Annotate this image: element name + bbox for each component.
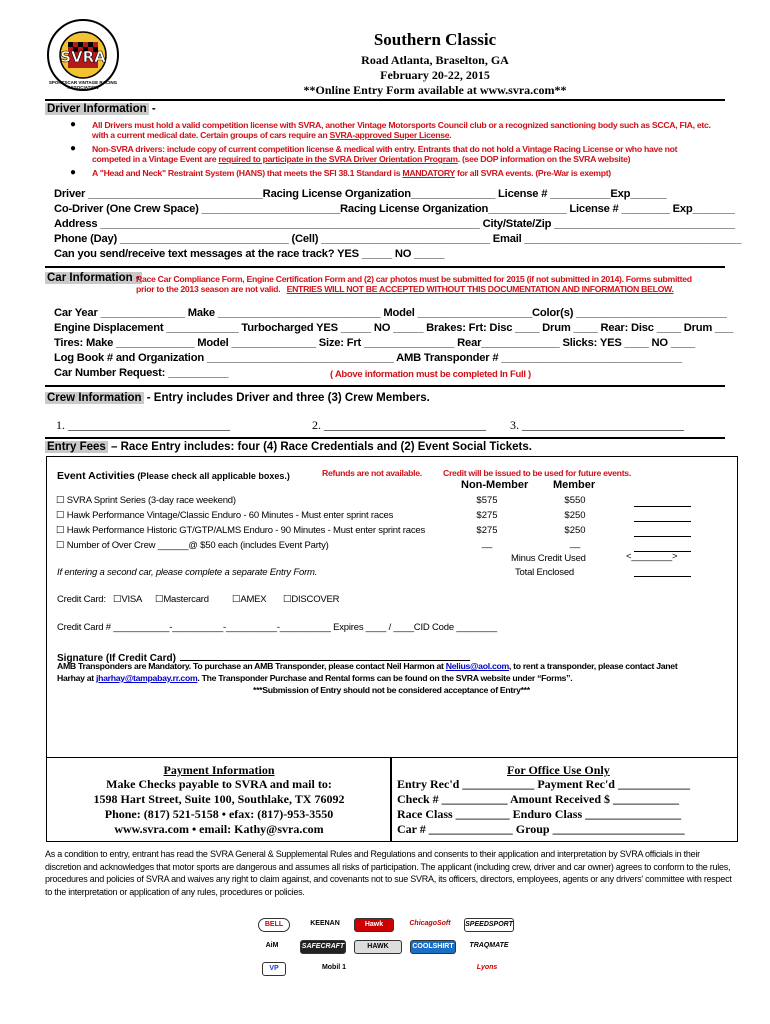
price-nonmember: $575 — [476, 495, 498, 506]
car-info-heading: Car Information - — [47, 272, 140, 284]
seal-ring-text: SPORTSCAR VINTAGE RACING ASSOCIATION — [48, 80, 118, 90]
sponsor-logo: ChicagoSoft — [409, 920, 451, 927]
codriver-field-row[interactable]: Co-Driver (One Crew Space) _______________________Racing License Organization_____________ License # ________ Exp_______ — [54, 203, 735, 215]
driver-info-heading: Driver Information - — [47, 103, 156, 115]
seal-center-text: SVRA — [60, 48, 106, 66]
submission-note: ***Submission of Entry should not be considered acceptance of Entry*** — [253, 685, 530, 695]
sponsor-logo: KEENAN — [310, 920, 340, 927]
crew-slot-2[interactable]: 2. ___________________________ — [312, 418, 486, 432]
price-nonmember: __ — [481, 538, 493, 549]
payment-phone: Phone: (817) 521-5158 • efax: (817)-953-3550 — [104, 807, 334, 821]
sponsor-logo: AiM — [265, 942, 279, 949]
tires-row[interactable]: Tires: Make _____________ Model ______________ Size: Frt _______________ Rear_____________ Slicks: YES ____ NO ____ — [54, 337, 695, 349]
crew-slot-1[interactable]: 1. ___________________________ — [56, 418, 230, 432]
crew-slot-3[interactable]: 3. ___________________________ — [510, 418, 684, 432]
svra-seal — [46, 18, 120, 92]
amb-note-1: AMB Transponders are Mandatory. To purchase an AMB Transponder, please contact Neil Harmon at Nelius@aol.com, to rent a transponder, please contact Janet — [57, 661, 678, 671]
payment-address: 1598 Hart Street, Suite 100, Southlake, TX 76092 — [93, 792, 345, 806]
col-nonmember: Non-Member — [461, 479, 529, 491]
total-enclosed-field[interactable] — [634, 566, 691, 577]
bullet-3: A "Head and Neck" Restraint System (HANS) that meets the SFI 38.1 Standard is MANDATORY for all SVRA events. (Pre-War is exempt) — [92, 168, 611, 178]
credit-card-number-row[interactable]: Credit Card # ___________-__________-__________-__________ Expires ____ / ____CID Code ________ — [57, 622, 498, 633]
event-dates: February 20-22, 2015 — [380, 68, 490, 82]
sponsor-logo: HAWK — [354, 940, 402, 954]
signature-row[interactable]: Signature (If Credit Card) — [57, 648, 470, 666]
event-title: Southern Classic — [373, 30, 497, 49]
card-mastercard-checkbox[interactable]: ☐Mastercard — [155, 594, 209, 605]
credit-card-label: Credit Card: — [57, 594, 106, 605]
disclaimer: As a condition to entry, entrant has read the SVRA General & Supplemental Rules and Regulations and consents to their application and interpretation by SVRA officials in their discretion and acknowledges that motor sports are dangerous and assumes all risks of participation. The applicant (including crew, driver and car owner) agrees to conform to the rules, procedures and policies of SVRA and waives any right to claim against, and covenants not to sue SVRA, its officers, directors, employees, agents or any drivers' committee with respect to the interpretation or application of any rules, procedures or policies. — [45, 849, 732, 897]
online-entry-note: **Online Entry Form available at www.svra.com** — [303, 83, 567, 97]
event-row-over-crew[interactable]: ☐ Number of Over Crew ______@ $50 each (includes Event Party) — [56, 540, 329, 551]
amount-blank[interactable] — [634, 496, 691, 507]
price-member: __ — [569, 538, 581, 549]
entry-fees-heading: Entry Fees – Race Entry includes: four (4) Race Credentials and (2) Event Social Tickets. — [47, 441, 532, 453]
office-title: For Office Use Only — [507, 763, 610, 777]
engine-row[interactable]: Engine Displacement ____________ Turbocharged YES _____ NO _____ Brakes: Frt: Disc ____ Drum ____ Rear: Disc ____ Drum ___ — [54, 322, 734, 334]
sponsor-logo: BELL — [258, 918, 290, 932]
price-member: $250 — [564, 510, 586, 521]
payment-line-1: Make Checks payable to SVRA and mail to: — [106, 777, 332, 791]
price-nonmember: $275 — [476, 525, 498, 536]
credit-note: Credit will be issued to be used for future events. — [443, 468, 631, 478]
phone-field-row[interactable]: Phone (Day) ____________________________ (Cell) ____________________________ Email ____________________________________ — [54, 233, 742, 245]
sponsor-logo: Lyons — [476, 964, 498, 971]
bullet-icon: ● — [70, 143, 77, 154]
amb-note-2: Harhay at jharhay@tampabay.rr.com. The Transponder Purchase and Rental forms can be found on the SVRA website under “Forms”. — [57, 673, 573, 683]
sponsor-logo: TRAQMATE — [469, 942, 509, 949]
bullet-2: Non-SVRA drivers: include copy of current competition license & medical with entry. Entrants that do not hold a Vintage Racing License or who have not competed in a Vintage Event are required to participate in the SVRA Driver Orientation Program. (see DOP information on the SVRA website) — [92, 144, 678, 164]
car-number-row[interactable]: Car Number Request: __________ — [54, 367, 229, 379]
sponsor-logo: SPEEDSPORT — [464, 918, 514, 932]
amount-blank[interactable] — [634, 526, 691, 537]
driver-field-row[interactable]: Driver _____________________________Racing License Organization______________ License # __________Exp______ — [54, 188, 667, 200]
card-discover-checkbox[interactable]: ☐DISCOVER — [283, 594, 340, 605]
sponsor-logo: VP — [262, 962, 286, 976]
sponsor-logo: COOLSHIRT — [410, 940, 456, 954]
office-row-3: Race Class _________ Enduro Class ________________ — [397, 807, 682, 821]
bullet-icon: ● — [70, 167, 77, 178]
amount-blank[interactable] — [634, 511, 691, 522]
office-row-4: Car # ______________ Group ______________________ — [397, 822, 685, 836]
minus-credit-field[interactable]: <________> — [626, 551, 678, 562]
col-member: Member — [553, 479, 596, 491]
neil-email-link[interactable]: Nelius@aol.com — [445, 661, 509, 671]
minus-credit-label: Minus Credit Used — [511, 553, 586, 564]
office-row-1: Entry Rec'd ____________ Payment Rec'd ____________ — [397, 777, 690, 791]
event-row-vintage-enduro[interactable]: ☐ Hawk Performance Vintage/Classic Enduro - 60 Minutes - Must enter sprint races — [56, 510, 394, 521]
card-amex-checkbox[interactable]: ☐AMEX — [232, 594, 267, 605]
payment-title: Payment Information — [163, 763, 275, 777]
card-visa-checkbox[interactable]: ☐VISA — [113, 594, 143, 605]
janet-email-link[interactable]: jharhay@tampabay.rr.com — [96, 673, 198, 683]
event-row-sprint[interactable]: ☐ SVRA Sprint Series (3-day race weekend) — [56, 495, 236, 506]
crew-info-heading: Crew Information - Entry includes Driver and three (3) Crew Members. — [47, 392, 430, 404]
sponsor-logo: Hawk — [354, 918, 394, 932]
event-venue: Road Atlanta, Braselton, GA — [361, 53, 509, 67]
text-message-row[interactable]: Can you send/receive text messages at the race track? YES _____ NO _____ — [54, 248, 445, 260]
logbook-row[interactable]: Log Book # and Organization _______________________________ AMB Transponder # ______________________________ — [54, 352, 682, 364]
price-member: $250 — [564, 525, 586, 536]
car-year-row[interactable]: Car Year ______________ Make ___________________________ Model ___________________Color(s) _________________________ — [54, 307, 727, 319]
payment-web-email: www.svra.com • email: Kathy@svra.com — [114, 822, 324, 836]
second-car-note: If entering a second car, please complete a separate Entry Form. — [57, 567, 318, 578]
sponsor-logo: Mobil 1 — [321, 964, 347, 971]
address-field-row[interactable]: Address _______________________________________________________________ City/State/Zip ______________________________ — [54, 218, 735, 230]
bullet-1: All Drivers must hold a valid competition license with SVRA, another Vintage Motorsports Council club or a recognized sanctioning body such as SCCA, FIA, etc. with a current medical date. Certain groups of cars require an SVRA-approved Super License. — [92, 120, 711, 140]
event-activities-title: Event Activities (Please check all applicable boxes.) — [57, 470, 290, 482]
event-row-historic-enduro[interactable]: ☐ Hawk Performance Historic GT/GTP/ALMS Enduro - 90 Minutes - Must enter sprint races — [56, 525, 425, 536]
sponsor-logo: SAFECRAFT — [300, 940, 346, 954]
price-nonmember: $275 — [476, 510, 498, 521]
price-member: $550 — [564, 495, 586, 506]
refunds-note: Refunds are not available. — [322, 468, 422, 478]
total-enclosed-label: Total Enclosed — [515, 567, 574, 578]
car-info-note: Race Car Compliance Form, Engine Certification Form and (2) car photos must be submitted for 2015 (if not submitted in 2014). Forms submitted prior to the 2013 season are not valid. ENTRIES WILL NOT BE ACCEPTED WITHOUT THIS DOCUMENTATION AND INFORMATION BELOW. — [136, 274, 692, 294]
bullet-icon: ● — [70, 119, 77, 130]
complete-in-full-note: ( Above information must be completed In Full ) — [330, 369, 531, 380]
office-row-2: Check # ___________ Amount Received $ ___________ — [397, 792, 679, 806]
sponsor-logos — [250, 916, 520, 980]
